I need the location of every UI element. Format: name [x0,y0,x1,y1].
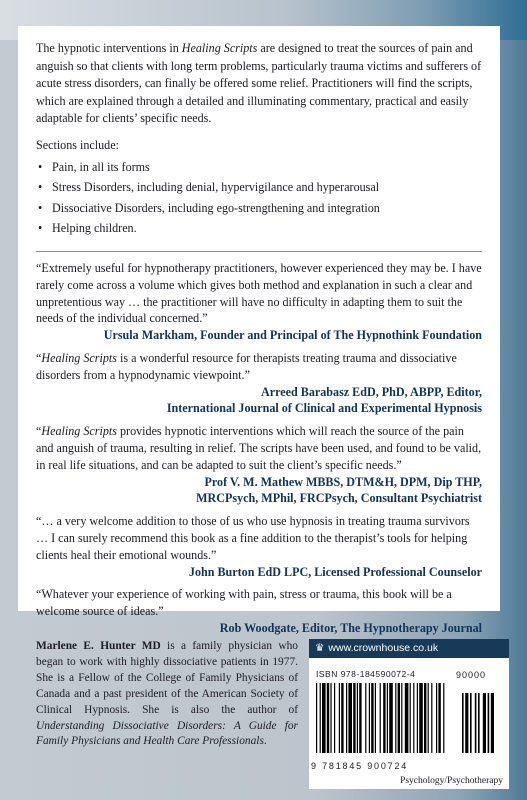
author-bio: Marlene E. Hunter MD is a family physician who began to work with highly dissociative patients in 1977. She is a Fellow of the College of Family Physicians of Canada and a past president of the American Society of Clinical Hypnosis. She is also the author of Understanding Dissociative Disorders: A Guide for Family Physicians and Health Care Professionals. [36,640,298,748]
barcode-image [316,683,502,761]
price-barcode-stripe [478,693,480,753]
bullet-icon: • [38,180,43,195]
barcode-stripe [330,683,331,753]
barcode-stripe [417,683,418,753]
barcode-stripe [443,683,444,753]
price-barcode-stripe [483,693,486,753]
barcode-stripe [428,683,429,753]
review-quote [36,513,482,580]
author-name: Marlene E. Hunter MD [36,640,161,652]
barcode-stripe [369,683,370,753]
price-barcode-stripe [465,693,468,753]
barcode-stripe [353,683,355,753]
sections-heading: Sections include: [36,137,119,152]
list-item: • Helping children. [36,218,482,239]
barcode-stripe [339,683,340,753]
category-label: Psychology/Psychotherapy [400,776,503,786]
barcode-stripe [371,683,373,753]
quote-text: “Healing Scripts is a wonderful resource for therapists treating trauma and dissociative disorders from a hypnodynamic viewpoint.” [36,350,457,382]
quote-attribution: Prof V. M. Mathew MBBS, DTM&H, DPM, Dip THP, [204,474,482,489]
barcode-box [309,639,509,789]
price-barcode-stripe [470,693,472,753]
quote-attribution: MRCPsych, MPhil, FRCPsych, Consultant Psychiatrist [196,491,482,506]
barcode-stripe [395,683,396,753]
barcode-stripe [341,683,343,753]
review-quote [36,260,482,344]
quote-text: “Healing Scripts provides hypnotic interventions which will reach the source of the pain and anguish of trauma, resulting in relief. The scripts have been used, and found to be valid, in real life situations, and can be adapted to suit the client’s specific needs.” [36,424,482,472]
barcode-stripe [405,683,409,753]
crown-icon: ♛ [315,642,325,654]
barcode-stripe [419,683,423,753]
book-title: Healing Scripts [181,41,258,55]
barcode-stripe [438,683,440,753]
barcode-stripe [380,683,381,753]
intro-paragraph: The hypnotic interventions in Healing Scripts are designed to treat the sources of pain and anguish so that clients with long term problems, particularly trauma victims and sufferers of acute stress disorders, can finally be offered some relief. Practitioners will find the scripts, which are explained through a detailed and illuminating commentary, practical and easily adaptable for clients’ specific needs. [36,41,482,126]
barcode-stripe [436,683,437,753]
barcode-stripe [424,683,426,753]
barcode-stripe [322,683,326,753]
barcode-stripe [320,683,321,753]
publisher-url: www.crownhouse.co.uk [328,642,439,654]
bullet-icon: • [38,159,43,174]
quote-attribution: International Journal of Clinical and Experimental Hypnosis [166,401,482,416]
list-item: • Stress Disorders, including denial, hypervigilance and hyperarousal [36,177,482,198]
review-quote [36,350,482,417]
barcode-stripe [365,683,366,753]
barcode-stripe [346,683,347,753]
price-barcode-stripe [491,693,494,753]
quote-text: “… a very welcome addition to those of us who use hypnosis in treating trauma survivors … I can surely recommend this book as a fine addition to the therapist’s tools for helping clients heal their emotional wounds.” [36,514,470,562]
isbn: ISBN 978-184590072-4 [316,669,416,679]
sections-list [36,157,482,239]
quote-attribution: Rob Woodgate, Editor, The Hypnotherapy Journal [219,620,482,635]
price-barcode-stripe [475,693,477,753]
barcode-stripe [375,683,376,753]
barcode-stripe [431,683,432,753]
barcode-stripe [316,683,317,753]
bottom-section [0,611,527,800]
barcode-stripe [334,683,335,753]
barcode-stripe [383,683,385,753]
price-barcode-stripe [462,693,464,753]
barcode-stripe [398,683,400,753]
bullet-icon: • [38,200,43,215]
barcode-stripe [357,683,358,753]
price-code: 90000 [456,670,487,680]
quote-attribution: Ursula Markham, Founder and Principal of The Hypnothink Foundation [103,328,482,343]
divider [36,251,482,252]
review-quote [36,423,482,507]
quote-attribution: John Burton EdD LPC, Licensed Professional Counselor [188,564,482,579]
text-panel [18,26,500,635]
quote-text: “Whatever your experience of working with pain, stress or trauma, this book will be a welcome source of ideas.” [36,587,452,619]
barcode-stripe [359,683,361,753]
list-item: • Pain, in all its forms [36,157,482,178]
list-item: • Dissociative Disorders, including ego-strengthening and integration [36,198,482,219]
barcode-stripe [389,683,393,753]
barcode-stripe [413,683,414,753]
barcode-stripe [387,683,388,753]
bullet-icon: • [38,221,43,236]
barcode-stripe [348,683,352,753]
barcode-number: 9 781845 900724 [311,761,409,771]
other-book-title: Understanding Dissociative Disorders: A Guide for Family Physicians and Health Care Professionals [36,719,298,748]
barcode-stripe [410,683,411,753]
quote-text: “Extremely useful for hypnotherapy practitioners, however experienced they may be. I have rarely come across a volume which gives both method and explanation in such a clear and unpretentious way … the practitioner will have no difficulty in adapting them to suit the needs of the individual concerned.” [36,260,482,326]
publisher-url-bar [309,639,509,658]
quote-attribution: Arreed Barabasz EdD, PhD, ABPP, Editor, [261,384,482,399]
barcode-stripe [401,683,402,753]
price-barcode-stripe [488,693,490,753]
barcode-stripe [327,683,329,753]
